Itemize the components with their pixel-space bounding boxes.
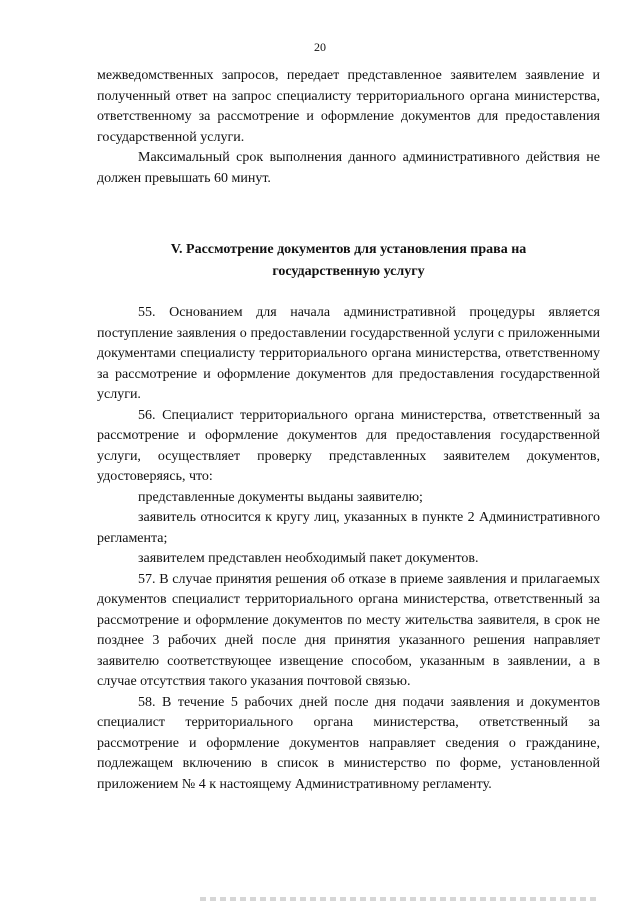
paragraph-58: 58. В течение 5 рабочих дней после дня подачи заявления и документов специалист территориального органа министерства, ответственный за рассмотрение и оформление документов направляет сведения о гражданине, подлежащем включению в список в министерство по форме, установленной приложением № 4 к настоящему Административному регламенту.	[97, 694, 600, 792]
document-body	[97, 66, 600, 795]
paragraph-56: 56. Специалист территориального органа министерства, ответственный за рассмотрение и оформление документов для предоставления государственной услуги, осуществляет проверку представленных заявителем документов, удостоверяясь, что:	[97, 407, 600, 484]
check-item-2: заявитель относится к кругу лиц, указанных в пункте 2 Административного регламента;	[97, 510, 600, 546]
page-number: 20	[314, 40, 326, 54]
scan-artifact-line	[200, 897, 600, 901]
paragraph-55: 55. Основанием для начала административной процедуры является поступление заявления о предоставлении государственной услуги с приложенными документами специалисту территориального органа министерства, ответственному за рассмотрение и оформление документов для предоставления государственной услуги.	[97, 305, 600, 402]
check-item-3: заявителем представлен необходимый пакет документов.	[138, 551, 479, 566]
check-item-1: представленные документы выданы заявителю;	[138, 489, 423, 505]
paragraph-57: 57. В случае принятия решения об отказе в приеме заявления и прилагаемых документов специалист территориального органа министерства, ответственный за рассмотрение и оформление документов по месту жительства заявителя, в срок не позднее 3 рабочих дней после дня принятия указанного решения направляет заявителю соответствующее извещение способом, указанным в заявлении, а в случае отсутствия такого указания почтовой связью.	[97, 571, 600, 689]
intro-paragraph: межведомственных запросов, передает представленное заявителем заявление и полученный ответ на запрос специалисту территориального органа министерства, ответственному за рассмотрение и оформление документов для предоставления государственной услуги.	[97, 68, 600, 145]
max-term-paragraph: Максимальный срок выполнения данного административного действия не должен превышать 60 минут.	[97, 150, 600, 186]
section-heading: V. Рассмотрение документов для установления права на государственную услугу	[170, 242, 527, 279]
